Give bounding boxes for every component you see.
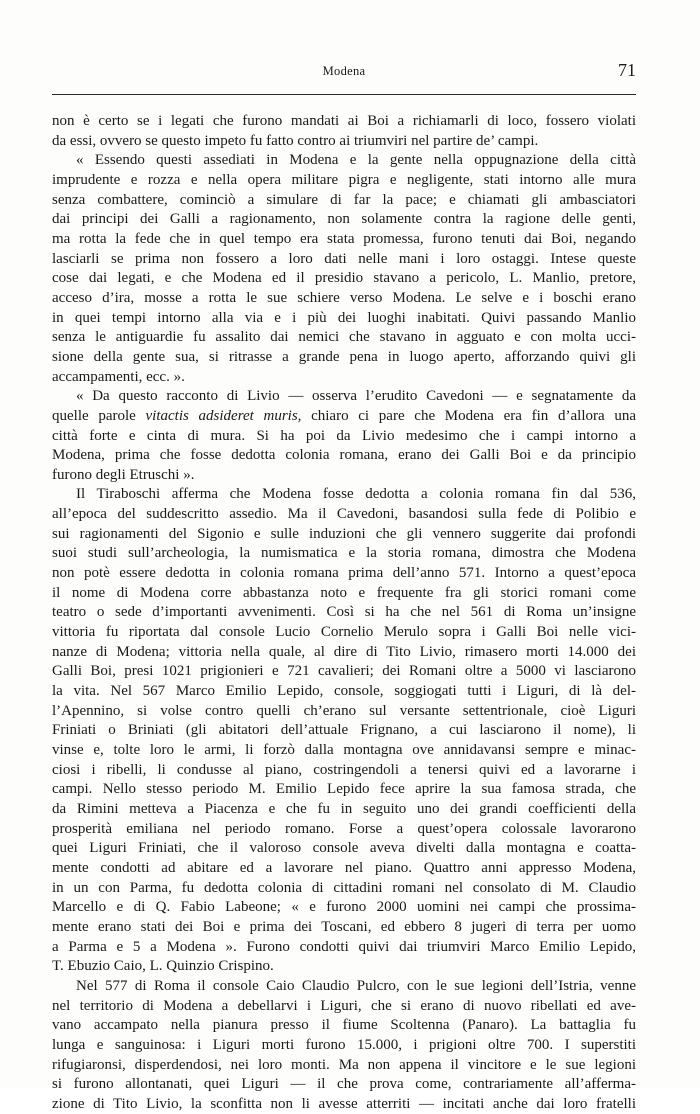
text-line: Marcello e di Q. Fabio Labeone; « e furono 2000 uomini nei campi che prossima- bbox=[52, 899, 636, 916]
text-line: Friniati o Briniati (gli abitatori dell’attuale Frignano, a cui lasciarono il nome), li bbox=[52, 722, 636, 739]
text-line: zione di Tito Livio, la sconfitta non li avesse atterriti — incitati anche dai loro fratelli bbox=[52, 1095, 636, 1112]
text-line: prosperità emiliana nel periodo romano. Forse a quest’opera colossale lavorarono bbox=[52, 820, 636, 837]
text-line: imprudente e rozza e nella opera militare pigra e negligente, stati intorno alle mura bbox=[52, 171, 636, 188]
text-line: in quei tempi intorno alla via e i più dei luoghi inabitati. Quivi passando Manlio bbox=[52, 309, 636, 326]
text-line: mente condotti ad abitare ed a lavorare nel piano. Quattro anni appresso Modena, bbox=[52, 859, 636, 876]
text-line: cose dai legati, e che Modena ed il presidio stavano a pericolo, L. Manlio, pretore, bbox=[52, 270, 636, 287]
text-line: Il Tiraboschi afferma che Modena fosse dedotta a colonia romana fin dal 536, bbox=[76, 486, 636, 503]
text-line: la vita. Nel 567 Marco Emilio Lepido, console, soggiogati tutti i Liguri, di là del- bbox=[52, 683, 636, 700]
text-line: sui ragionamenti del Sigonio e sulle induzioni che gli vennero suggerite dai profondi bbox=[52, 525, 636, 542]
text-line: Nel 577 di Roma il console Caio Claudio Pulcro, con le sue legioni dell’Istria, venne bbox=[76, 977, 636, 994]
text-line: sione della gente sua, si ritrasse a grande pena in luogo aperto, afforzando quivi gli bbox=[52, 348, 636, 365]
text-line: « Da questo racconto di Livio — osserva l’erudito Cavedoni — e segnatamente da bbox=[76, 388, 636, 405]
text-line: l’Apennino, si volse contro quelli ch’erano sul versante settentrionale, cioè Liguri bbox=[52, 702, 636, 719]
text-line: lunga e sanguinosa: i Liguri morti furono 15.000, i prigioni oltre 700. I superstiti bbox=[52, 1036, 636, 1053]
text-line: nanze di Modena; vittoria nella quale, al dire di Tito Livio, rimasero morti 14.000 dei bbox=[52, 643, 636, 660]
text-line: da essi, ovvero se questo impeto fu fatto contro ai triumviri nel partire de’ campi. bbox=[52, 132, 539, 149]
text-line: furono degli Etruschi ». bbox=[52, 466, 195, 483]
text-line: acceso d’ira, mosse a rotta le sue schiere verso Modena. Le selve e i boschi erano bbox=[52, 289, 636, 306]
text-line: Modena, prima che fosse dedotta colonia romana, erano dei Galli Boi e da principio bbox=[52, 447, 636, 464]
text-span: chiaro ci pare che Modena era fin d’allora una bbox=[301, 407, 636, 424]
text-line: lasciarli se prima non fossero a loro dati nelle mani i loro ostaggi. Intese queste bbox=[52, 250, 636, 267]
text-line: a Parma e 5 a Modena ». Furono condotti quivi dai triumviri Marco Emilio Lepido, bbox=[52, 938, 636, 955]
text-line: campi. Nello stesso periodo M. Emilio Lepido fece aprire la sua famosa strada, che bbox=[52, 781, 636, 798]
text-line: rifugiaronsi, disperdendosi, nei loro monti. Ma non appena il vincitore e le sue legioni bbox=[52, 1056, 636, 1073]
text-line: ma rotta la fede che in quel tempo era stata promessa, furono tenuti dai Boi, negando bbox=[52, 230, 636, 247]
text-line: non potè essere dedotta in colonia romana prima dell’anno 571. Intorno a quest’epoca bbox=[52, 565, 636, 582]
text-line: accampamenti, ecc. ». bbox=[52, 368, 185, 385]
text-line: da Rimini metteva a Piacenza e che fu in seguito uno dei grandi coefficienti della bbox=[52, 800, 636, 817]
text-line: città forte e cinta di mura. Si ha poi da Livio medesimo che i campi intorno a bbox=[52, 427, 636, 444]
text-line: suoi studi sull’archeologia, la numismatica e la storia romana, dimostra che Modena bbox=[52, 545, 636, 562]
text-line: in un con Parma, fu dedotta colonia di cittadini romani nel consolato di M. Claudio bbox=[52, 879, 636, 896]
text-line-with-italic bbox=[52, 407, 636, 427]
running-title: Modena bbox=[322, 64, 366, 78]
text-line: « Essendo questi assediati in Modena e la gente nella oppugnazione della città bbox=[76, 152, 636, 169]
text-span: quelle parole bbox=[52, 407, 146, 424]
text-line: ciosi i ribelli, li condusse al piano, costringendoli a tenersi quivi ed a lavorarne i bbox=[52, 761, 636, 778]
italic-latin-quote: vitactis adsideret muris, bbox=[145, 407, 302, 424]
running-head bbox=[52, 60, 636, 84]
header-rule bbox=[52, 94, 636, 95]
text-line: teatro o sede d’importanti avvenimenti. Così si ha che nel 561 di Roma un’insigne bbox=[52, 604, 636, 621]
text-line: si furono allontanati, quei Liguri — il che prova come, contrariamente all’afferma- bbox=[52, 1076, 636, 1093]
text-line: non è certo se i legati che furono mandati ai Boi a richiamarli di loco, fossero violati bbox=[52, 113, 636, 129]
body-text bbox=[52, 112, 636, 1114]
text-line: quei Liguri Friniati, che il valoroso console aveva divelti dalla montagna e coatta- bbox=[52, 840, 636, 857]
text-line: vittoria fu riportata dal console Lucio Cornelio Merulo sopra i Galli Boi nelle vici- bbox=[52, 624, 636, 641]
text-line: il nome di Modena corre abbastanza noto e frequente fra gli storici romani come bbox=[52, 584, 636, 601]
text-line: nel territorio di Modena a debellarvi i Liguri, che si erano di nuovo ribellati ed ave- bbox=[52, 997, 636, 1014]
text-line: all’epoca del suddescritto assedio. Ma il Cavedoni, basandosi sulla fede di Polibio e bbox=[52, 506, 636, 523]
text-line: vano accampato nella pianura presso il fiume Scoltenna (Panaro). La battaglia fu bbox=[52, 1017, 636, 1034]
text-line: senza le antiguardie fu assalito dai nemici che stavano in agguato e con molta ucci- bbox=[52, 329, 636, 346]
text-line: senza combattere, cominciò a simulare di far la pace; e chiamati gli ambasciatori bbox=[52, 191, 636, 208]
text-line: T. Ebuzio Caio, L. Quinzio Crispino. bbox=[52, 958, 274, 975]
text-line: mente erano stati dei Boi e prima dei Toscani, ed ebbero 8 jugeri di terra per uomo bbox=[52, 918, 636, 935]
text-line: vinse e, tolte loro le armi, li forzò dalla montagna ove annidavansi sempre e minac- bbox=[52, 742, 636, 758]
text-line: Galli Boi, presi 1021 prigionieri e 721 cavalieri; dei Romani oltre a 5000 vi lasciarono bbox=[52, 663, 636, 680]
page-number: 71 bbox=[618, 60, 636, 80]
text-line: dai principi dei Galli a ragionamento, non solamente contra la ragione delle genti, bbox=[52, 211, 636, 228]
